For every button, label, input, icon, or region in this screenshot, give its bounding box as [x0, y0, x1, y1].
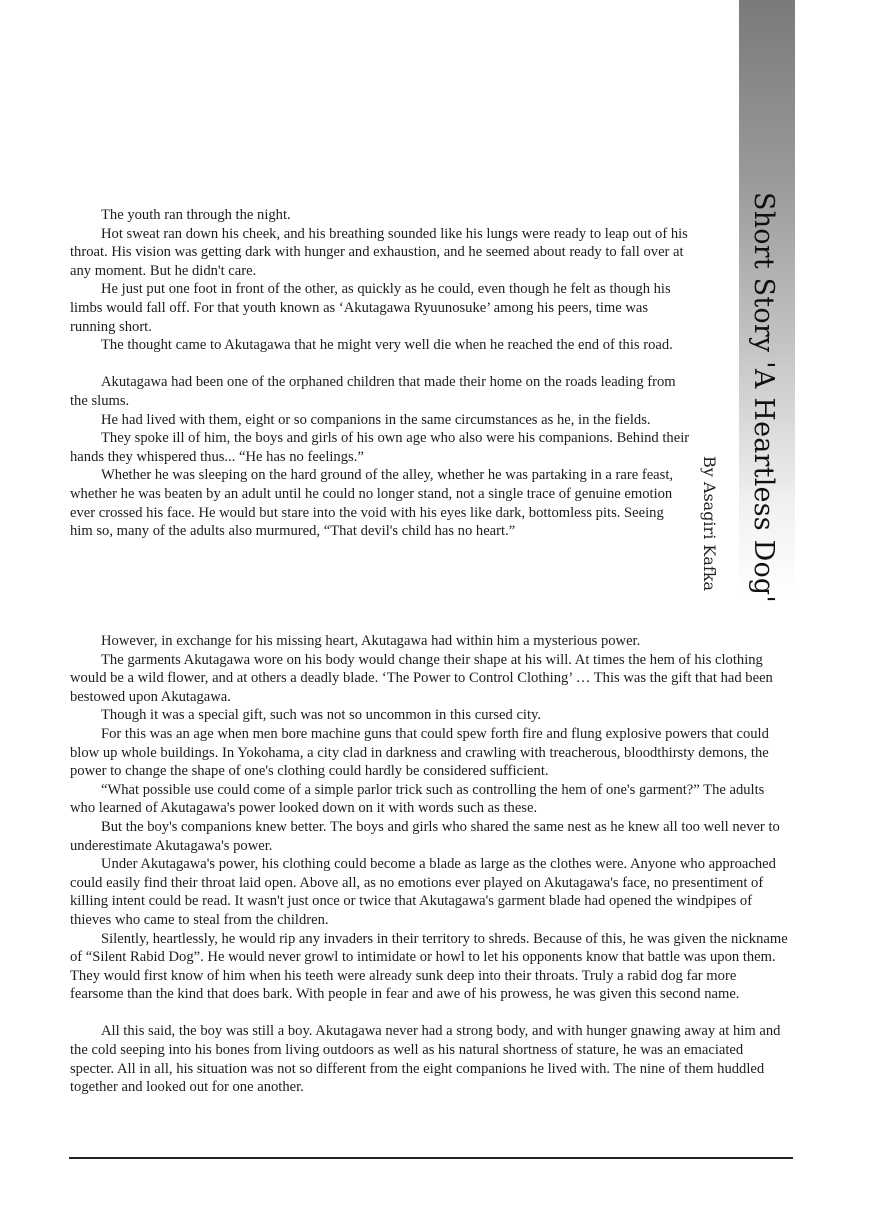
paragraph: For this was an age when men bore machine guns that could spew forth fire and flung explosive powers that could blow up whole buildings. In Yokohama, a city clad in darkness and crawling with treacherous, bloodthirsty demons, the power to change the shape of one's clothing could hardly be considered sufficient.	[70, 725, 769, 780]
body-text-lower	[70, 632, 790, 1097]
paragraph: Whether he was sleeping on the hard ground of the alley, whether he was partaking in a rare feast, whether he was beaten by an adult until he could no longer stand, not a single trace of genuine emotion ever crossed his face. He would but stare into the void with his eyes like dark, bottomless pits. Seeing him so, many of the adults also murmured, “That devil's child has no heart.”	[70, 467, 674, 540]
paragraph: “What possible use could come of a simple parlor trick such as controlling the hem of one's garment?” The adults who learned of Akutagawa's power looked down on it with words such as these.	[70, 781, 765, 817]
body-text-upper	[70, 206, 690, 541]
paragraph: The youth ran through the night.	[101, 207, 291, 223]
story-title: Short Story 'A Heartless Dog'	[748, 192, 779, 604]
paragraph: But the boy's companions knew better. The boys and girls who shared the same nest as he knew all too well never to underestimate Akutagawa's power.	[70, 818, 780, 854]
paragraph: However, in exchange for his missing heart, Akutagawa had within him a mysterious power.	[101, 633, 641, 649]
paragraph: Under Akutagawa's power, his clothing could become a blade as large as the clothes were. Anyone who approached could easily find their throat laid open. Above all, as no emotions ever played on Akutagawa's face, no presentiment of killing intent could be read. It wasn't just once or twice that Akutagawa's garment blade had opened the windpipes of thieves who came to steal from the children.	[70, 856, 776, 928]
paragraph: The thought came to Akutagawa that he might very well die when he reached the end of this road.	[101, 337, 673, 354]
paragraph: He had lived with them, eight or so companions in the same circumstances as he, in the fields.	[101, 411, 651, 428]
paragraph: Silently, heartlessly, he would rip any invaders in their territory to shreds. Because of this, he was given the nickname of “Silent Rabid Dog”. He would never growl to intimidate or howl to let his opponents know that battle was upon them. They would first know of him when his teeth were already sunk deep into their throats. Truly a rabid dog far more fearsome than the kind that does bark. With people in fear and awe of his prowess, he was given this second name.	[70, 930, 788, 1003]
section-break	[70, 355, 690, 374]
paragraph: All this said, the boy was still a boy. Akutagawa never had a strong body, and with hunger gnawing away at him and the cold seeping into his bones from living outdoors as well as his natural shortness of stature, he was an emaciated specter. All in all, his situation was not so different from the eight companions he lived with. The nine of them huddled together and looked out for one another.	[70, 1023, 781, 1096]
paragraph: Hot sweat ran down his cheek, and his breathing sounded like his lungs were ready to leap out of his throat. His vision was getting dark with hunger and exhaustion, and he seemed about ready to fall over at any moment. But he didn't care.	[70, 225, 688, 279]
paragraph: They spoke ill of him, the boys and girls of his own age who also were his companions. Behind their hands they whispered thus... “He has no feelings.”	[70, 430, 690, 465]
section-break	[70, 1004, 790, 1023]
paragraph: He just put one foot in front of the other, as quickly as he could, even though he felt as though his limbs would fall off. For that youth known as ‘Akutagawa Ryuunosuke’ among his peers, time was running short.	[70, 281, 671, 335]
paragraph: Though it was a special gift, such was not so uncommon in this cursed city.	[101, 707, 542, 724]
paragraph: Akutagawa had been one of the orphaned children that made their home on the roads leading from the slums.	[70, 374, 676, 409]
footer-rule	[69, 1157, 793, 1159]
paragraph: The garments Akutagawa wore on his body would change their shape at his will. At times the hem of his clothing would be a wild flower, and at others a deadly blade. ‘The Power to Control Clothing’ … This was the gift that had been bestowed upon Akutagawa.	[70, 651, 773, 705]
author-byline: By Asagiri Kafka	[700, 456, 719, 592]
